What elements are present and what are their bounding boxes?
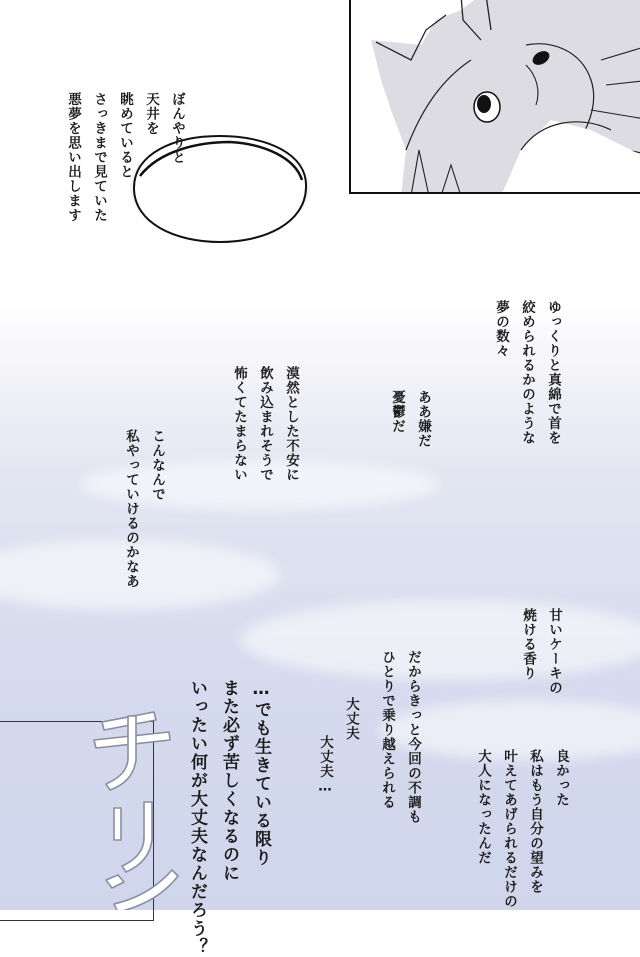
text-line: さっきまで見ていた bbox=[91, 92, 107, 223]
text-line: ぼんやりと bbox=[169, 92, 185, 165]
narration-col-4 bbox=[226, 332, 330, 482]
fox-illustration bbox=[351, 0, 640, 194]
narration-col-9 bbox=[470, 715, 600, 909]
text-line: また必ず苦しくなるのに bbox=[219, 679, 239, 883]
narration-col-10 bbox=[181, 636, 309, 957]
text-line: 憂鬱だ bbox=[389, 390, 405, 434]
text-line: 私やっていけるのかなあ bbox=[123, 429, 139, 589]
text-line: 大丈夫 bbox=[343, 697, 359, 741]
text-line: 漠然とした不安に bbox=[283, 366, 299, 482]
narration-col-6 bbox=[515, 574, 593, 695]
text-line: 焼ける香り bbox=[520, 608, 536, 681]
text-line: …でも生きている限り bbox=[251, 679, 271, 867]
text-line: いったい何が大丈夫なんだろう？ bbox=[187, 679, 207, 957]
sfx-lettering bbox=[84, 690, 184, 910]
sound-effect bbox=[84, 690, 184, 910]
text-line: 天井を bbox=[143, 92, 159, 136]
text-line: 甘いケーキの bbox=[546, 608, 562, 695]
text-line: 良かった bbox=[553, 749, 569, 807]
text-line: ああ嫌だ bbox=[415, 390, 431, 448]
text-line: こんなんで bbox=[149, 429, 165, 502]
narration-col-2 bbox=[488, 266, 592, 445]
text-line: 眺めていると bbox=[117, 92, 133, 179]
text-line: 叶えてあげられるだけの bbox=[501, 749, 517, 909]
fox-panel bbox=[349, 0, 640, 194]
text-line: 飲み込まれそうで bbox=[257, 366, 273, 482]
narration-col-5 bbox=[118, 395, 196, 589]
narration-col-3 bbox=[384, 356, 462, 448]
text-line: 大人になったんだ bbox=[475, 749, 491, 865]
text-line: 悪夢を思い出します bbox=[65, 92, 81, 223]
text-line: ひとりで乗り越えられる bbox=[379, 650, 395, 810]
text-line: だからきっと今回の不調も bbox=[405, 650, 421, 824]
text-line: 怖くてたまらない bbox=[231, 366, 247, 482]
text-line: 絞められるかのような bbox=[519, 300, 535, 445]
text-line: 私はもう自分の望みを bbox=[527, 749, 543, 894]
text-line: 夢の数々 bbox=[493, 300, 509, 358]
narration-col-8 bbox=[312, 663, 390, 796]
narration-col-1 bbox=[60, 58, 216, 223]
text-line: 大丈夫… bbox=[317, 735, 333, 796]
text-line: ゆっくりと真綿で首を bbox=[545, 300, 561, 445]
